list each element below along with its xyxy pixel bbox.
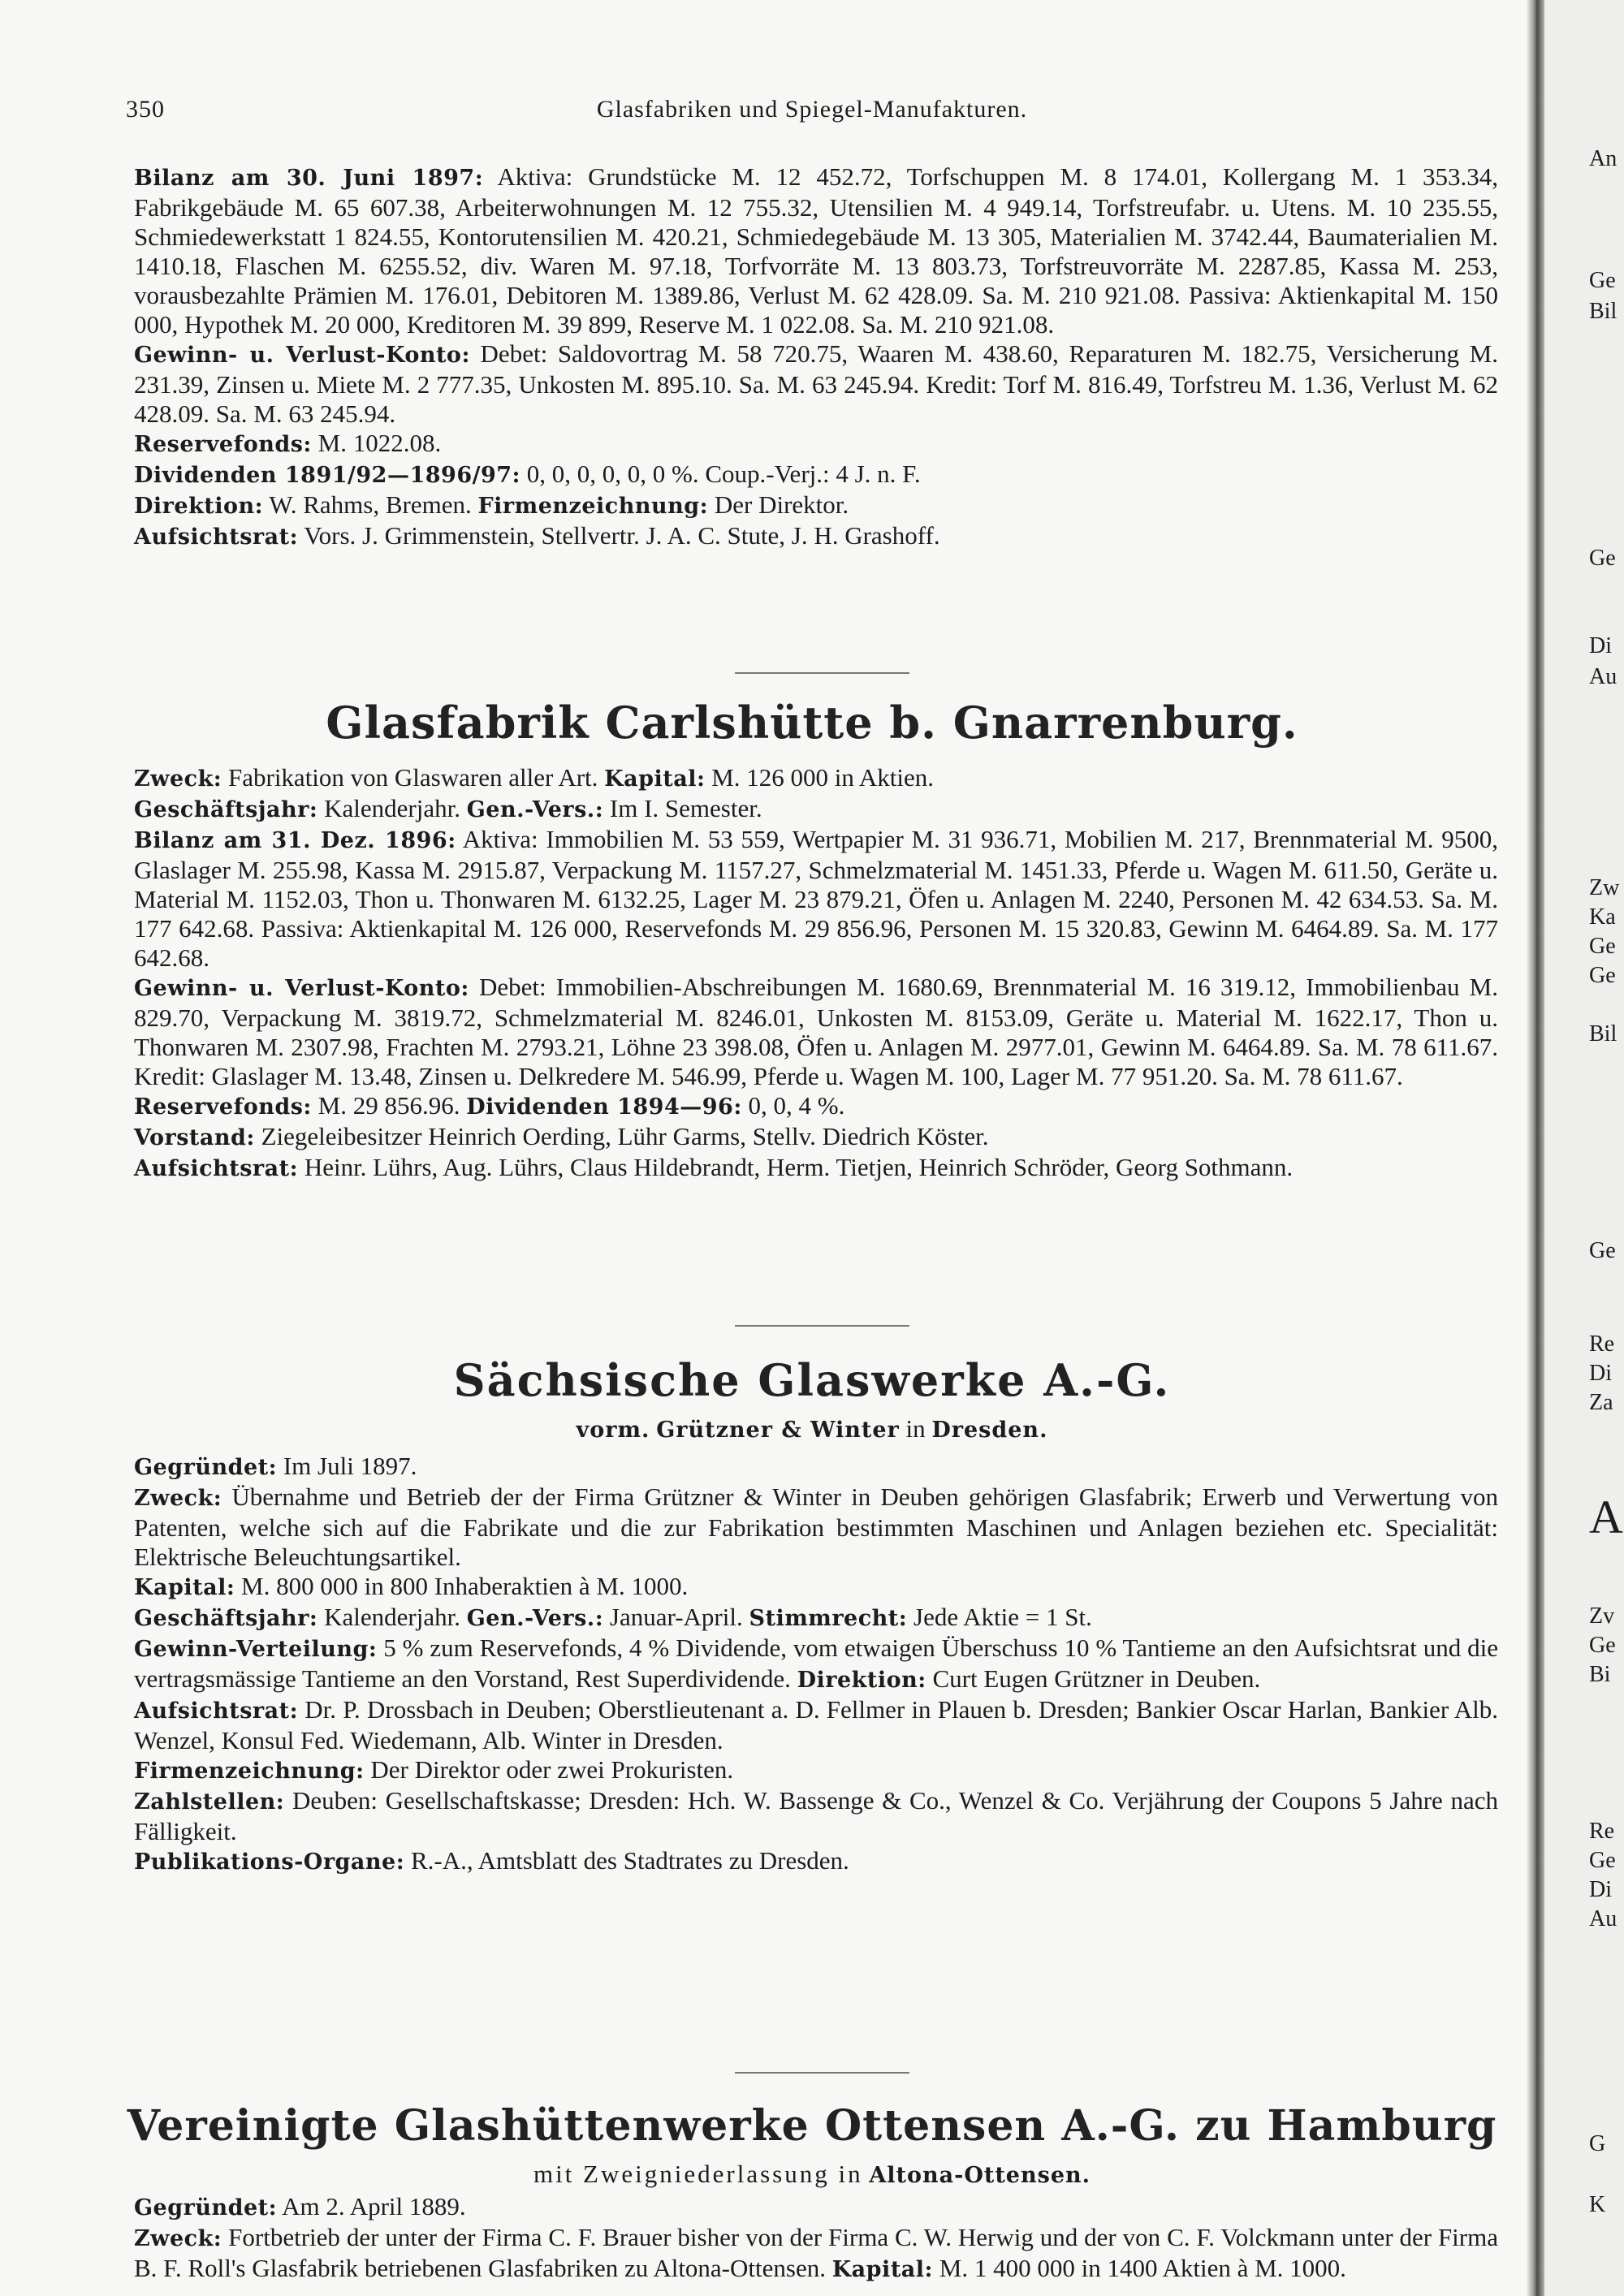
dividenden-paragraph: Dividenden 1891/92—1896/97: 0, 0, 0, 0, 0, 0 %. Coup.-Verj.: 4 J. n. F. [134, 460, 921, 488]
bilanz-paragraph: Bilanz am 30. Juni 1897: Aktiva: Grundstücke M. 12 452.72, Torfschuppen M. 8 174.01, Kollergang M. 1 353.34, Fabrikgebäude M. 65 607.38, Arbeiterwohnungen M. 12 755.32, Utensilien M. 4 949.14, Torfstreufabr. u. Utens. M. 10 235.55, Schmiedewerkstatt 1 824.55, Kontorutensilien M. 420.21, Schmiedegebäude M. 13 305, Materialien M. 3742.44, Baumaterialien M. 1410.18, Flaschen M. 6255.52, div. Waren M. 97.18, Torfvorräte M. 13 803.73, Torfstreuvorräte M. 2287.85, Kassa M. 253, vorausbezahlte Prämien M. 176.01, Debitoren M. 1389.86, Verlust M. 62 428.09. Sa. M. 210 921.08. Passiva: Aktienkapital M. 150 000, Hypothek M. 20 000, Kreditoren M. 39 899, Reserve M. 1 022.08. Sa. M. 210 921.08. [134, 162, 1498, 339]
publikation-paragraph: Publikations-Organe: R.-A., Amtsblatt des Stadtrates zu Dresden. [134, 1846, 849, 1875]
geschaeftsjahr-paragraph: Geschäftsjahr: Kalenderjahr. Gen.-Vers.: Im I. Semester. [134, 794, 762, 822]
geschaeftsjahr-paragraph: Geschäftsjahr: Kalenderjahr. Gen.-Vers.: Januar-April. Stimmrecht: Jede Aktie = 1 St. [134, 1603, 1092, 1631]
gegruendet-paragraph: Gegründet: Im Juli 1897. [134, 1452, 417, 1480]
firmenzeichnung-paragraph: Firmenzeichnung: Der Direktor oder zwei Prokuristen. [134, 1755, 734, 1784]
zweck-paragraph: Zweck: Fabrikation von Glaswaren aller Art. Kapital: M. 126 000 in Aktien. [134, 763, 935, 792]
edge-fragment: Bil [1589, 1021, 1618, 1047]
vorstand-paragraph: Vorstand: Ziegeleibesitzer Heinrich Oerding, Lühr Garms, Stellv. Diedrich Köster. [134, 1122, 989, 1150]
kapital-paragraph: Kapital: M. 800 000 in 800 Inhaberaktien à M. 1000. [134, 1572, 689, 1600]
edge-fragment: G [1589, 2131, 1606, 2156]
separator-rule [735, 1325, 909, 1327]
direktion-paragraph: Direktion: W. Rahms, Bremen. Firmenzeichnung: Der Direktor. [134, 490, 849, 519]
saechsische-entry [134, 1452, 1498, 1877]
zweck-paragraph: Zweck: Fortbetrieb der unter der Firma C. F. Brauer bisher von der Firma C. W. Herwig und der von C. F. Volckmann unter der Firma B. F. Roll's Glasfabrik betriebenen Glasfabriken zu Altona-Ottensen. Kapital: M. 1 400 000 in 1400 Aktien à M. 1000. [134, 2223, 1498, 2282]
edge-fragment: Ge [1589, 1633, 1616, 1658]
vereinigte-subtitle: mit Zweigniederlassung in Altona-Ottensen. [533, 2160, 1091, 2188]
aufsichtsrat-paragraph: Aufsichtsrat: Heinr. Lührs, Aug. Lührs, Claus Hildebrandt, Herm. Tietjen, Heinrich Schröder, Georg Sothmann. [134, 1153, 1294, 1181]
carlshuette-entry [134, 763, 1498, 1184]
adjacent-page-edge [1544, 0, 1624, 2296]
edge-fragment: Ge [1589, 1238, 1616, 1263]
edge-fragment: Ge [1589, 1848, 1616, 1873]
edge-fragment: Re [1589, 1331, 1615, 1357]
zahlstellen-paragraph: Zahlstellen: Deuben: Gesellschaftskasse; Dresden: Hch. W. Bassenge & Co., Wenzel & Co. Verjährung der Coupons 5 Jahre nach Fälligkeit. [134, 1786, 1498, 1845]
carlshuette-title: Glasfabrik Carlshütte b. Gnarrenburg. [326, 697, 1298, 749]
edge-fragment: Ge [1589, 546, 1616, 571]
saechsische-subtitle: vorm. Grützner & Winter in Dresden. [576, 1414, 1048, 1443]
guv-paragraph: Gewinn- u. Verlust-Konto: Debet: Saldovortrag M. 58 720.75, Waaren M. 438.60, Reparaturen M. 182.75, Versicherung M. 231.39, Zinsen u. Miete M. 2 777.35, Unkosten M. 895.10. Sa. M. 63 245.94. Kredit: Torf M. 816.49, Torfstreu M. 1.36, Verlust M. 62 428.09. Sa. M. 63 245.94. [134, 339, 1498, 428]
edge-fragment: Bil [1589, 299, 1618, 324]
edge-fragment: Bi [1589, 1662, 1611, 1687]
edge-fragment: K [1589, 2192, 1606, 2217]
edge-fragment: Za [1589, 1390, 1613, 1415]
separator-rule [735, 672, 909, 674]
edge-fragment: Ge [1589, 268, 1616, 293]
guv-paragraph: Gewinn- u. Verlust-Konto: Debet: Immobilien-Abschreibungen M. 1680.69, Brennmaterial M. 16 319.12, Immobilienbau M. 829.70, Verpackung M. 3819.72, Schmelzmaterial M. 8246.01, Unkosten M. 8153.09, Geräte u. Material M. 1622.17, Thon u. Thonwaren M. 2307.98, Frachten M. 2793.21, Löhne 23 398.08, Öfen u. Anlagen M. 2977.01, Gewinn M. 6464.89. Sa. M. 78 611.67. Kredit: Glaslager M. 13.48, Zinsen u. Delkredere M. 546.99, Pferde u. Wagen M. 100, Lager M. 77 951.20. Sa. M. 78 611.67. [134, 973, 1498, 1090]
edge-fragment: Ka [1589, 904, 1616, 930]
edge-fragment: Di [1589, 633, 1612, 658]
gewinn-verteilung-paragraph: Gewinn-Verteilung: 5 % zum Reservefonds, 4 % Dividende, vom etwaigen Überschuss 10 % Tantieme an den Aufsichtsrat und die vertragsmässige Tantieme an den Vorstand, Rest Superdividende. Direktion: Curt Eugen Grützner in Deuben. [134, 1634, 1499, 1693]
aufsichtsrat-paragraph: Aufsichtsrat: Dr. P. Drossbach in Deuben; Oberstlieutenant a. D. Fellmer in Plauen b. Dresden; Bankier Oscar Harlan, Bankier Alb. Wenzel, Konsul Fed. Wiedemann, Alb. Winter in Dresden. [134, 1695, 1498, 1754]
edge-fragment: A [1589, 1491, 1623, 1543]
edge-fragment: Re [1589, 1819, 1615, 1844]
reserve-paragraph: Reservefonds: M. 29 856.96. Dividenden 1894—96: 0, 0, 4 %. [134, 1091, 845, 1120]
edge-fragment: An [1589, 146, 1618, 171]
aufsichtsrat-paragraph: Aufsichtsrat: Vors. J. Grimmenstein, Stellvertr. J. A. C. Stute, J. H. Grashoff. [134, 521, 940, 550]
edge-fragment: Au [1589, 1906, 1618, 1931]
page-number: 350 [126, 96, 165, 123]
running-title: Glasfabriken und Spiegel-Manufakturen. [596, 96, 1028, 123]
edge-fragment: Zw [1589, 875, 1620, 900]
edge-fragment: Ge [1589, 934, 1616, 959]
separator-rule [735, 2072, 909, 2074]
vereinigte-title: Vereinigte Glashüttenwerke Ottensen A.-G. zu Hamburg [127, 2101, 1497, 2151]
page-header [126, 96, 1498, 128]
previous-company-entry [134, 162, 1498, 552]
edge-fragment: Di [1589, 1877, 1612, 1902]
edge-fragment: Di [1589, 1361, 1612, 1386]
edge-fragment: Ge [1589, 963, 1616, 988]
edge-fragment: Zv [1589, 1603, 1615, 1629]
vereinigte-entry [134, 2192, 1498, 2285]
edge-fragment: Au [1589, 664, 1618, 689]
bilanz-paragraph: Bilanz am 31. Dez. 1896: Aktiva: Immobilien M. 53 559, Wertpapier M. 31 936.71, Mobilien M. 217, Brennmaterial M. 9500, Glaslager M. 255.98, Kassa M. 2915.87, Verpackung M. 1157.27, Schmelzmaterial M. 1451.33, Pferde u. Wagen M. 611.50, Geräte u. Material M. 1152.03, Thon u. Thonwaren M. 6132.25, Lager M. 23 879.21, Öfen u. Anlagen M. 2240, Personen M. 42 634.53. Sa. M. 177 642.68. Passiva: Aktienkapital M. 126 000, Reservefonds M. 29 856.96, Personen M. 15 320.83, Gewinn M. 6464.89. Sa. M. 177 642.68. [134, 825, 1498, 972]
gegruendet-paragraph: Gegründet: Am 2. April 1889. [134, 2192, 466, 2220]
reserve-paragraph: Reservefonds: M. 1022.08. [134, 429, 442, 457]
book-gutter [1527, 0, 1544, 2296]
saechsische-title: Sächsische Glaswerke A.-G. [453, 1354, 1171, 1406]
zweck-paragraph: Zweck: Übernahme und Betrieb der der Firma Grützner & Winter in Deuben gehörigen Glasfabrik; Erwerb und Verwertung von Patenten, welche sich auf die Fabrikate und die zur Fabrikation bestimmten Maschinen und Anlagen beziehen etc. Specialität: Elektrische Beleuchtungsartikel. [134, 1482, 1498, 1571]
